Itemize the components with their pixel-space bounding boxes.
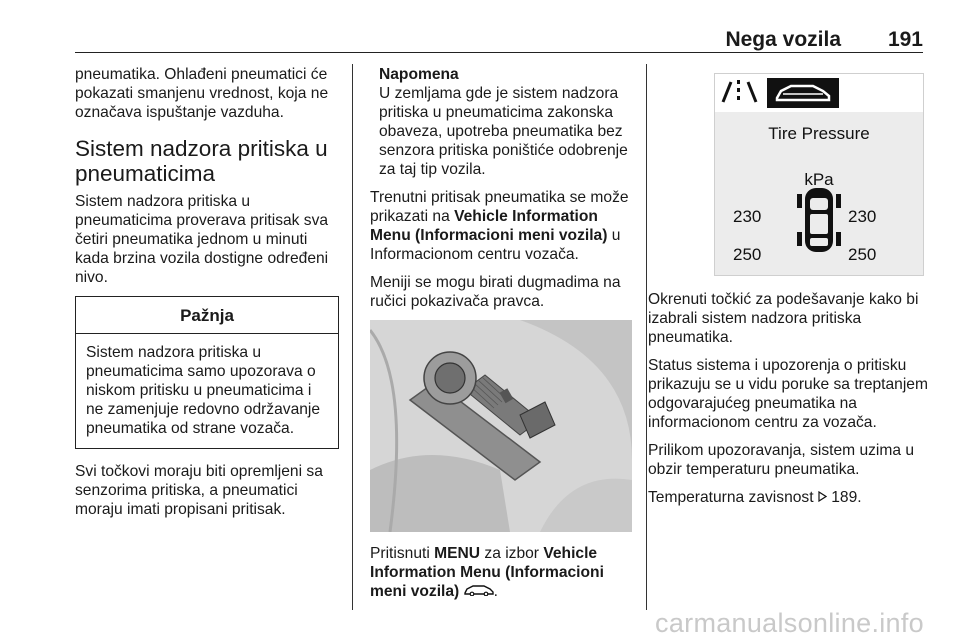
page-reference[interactable]: 189.: [831, 489, 862, 506]
paragraph-select-system: Okrenuti točkić za podešavanje kako bi izabrali sistem nadzora pritiska pneumatika.: [648, 291, 919, 346]
column-divider: [646, 64, 647, 610]
note-block: [370, 65, 634, 179]
turn-signal-stalk-illustration: [370, 320, 632, 532]
rear-left-pressure: 250: [733, 245, 762, 264]
column-divider: [352, 64, 353, 610]
section-heading: Sistem nadzora pritiska u pneumaticima: [75, 136, 328, 186]
front-right-pressure: 230: [848, 207, 877, 226]
after-paragraph: Svi točkovi moraju biti opremljeni sa senzorima pritiska, a pneumatici moraju imati propisani pritisak.: [75, 463, 323, 518]
paragraph-current-pressure: [370, 188, 634, 264]
page-reference-arrow-icon: [818, 489, 827, 506]
text-run: Pritisnuti: [370, 545, 435, 562]
paragraph-temperature-dependence: [648, 488, 928, 507]
menu-name: Vehicle Information Menu (Informacioni meni vozila): [370, 208, 608, 244]
menu-name: Vehicle Information Menu (Informacioni meni vozila): [370, 545, 604, 600]
paragraph-status-warnings: Status sistema i upozorenja o pritisku prikazuju se u vidu poruke sa treptanjem odgovarajućeg pneumatika na informacionom centru za vozača.: [648, 357, 928, 431]
text-run: za izbor: [480, 545, 544, 562]
caution-text: Sistem nadzora pritiska u pneumaticima samo upozorava o niskom pritisku u pneumaticima i ne zamenjuje redovno održavanje pneumatika od strane vozača.: [86, 344, 321, 437]
paragraph-menus: Meniji se mogu birati dugmadima na ručici pokazivača pravca.: [370, 274, 621, 310]
text-run: Temperaturna zavisnost: [648, 489, 818, 506]
column-1: [75, 65, 339, 528]
column-3: [648, 65, 928, 516]
paragraph-press-menu: [370, 544, 634, 601]
section-title: Nega vozila: [725, 28, 841, 51]
text-run: u Informacionom centru vozača.: [370, 227, 621, 263]
car-icon: [464, 583, 494, 600]
note-text: U zemljama gde je sistem nadzora pritiska u pneumaticima zakonska obaveza, upotreba pneumatika bez senzora pritiska poništiće odobrenje za taj tip vozila.: [379, 85, 628, 178]
column-2: [370, 65, 634, 610]
text-run: .: [493, 583, 498, 600]
watermark: carmanualsonline.info: [655, 608, 924, 638]
paragraph-temperature: Prilikom upozoravanja, sistem uzima u obzir temperaturu pneumatika.: [648, 442, 915, 478]
intro-paragraph: pneumatika. Ohlađeni pneumatici će pokazati smanjenu vrednost, koja ne označava ispuštanje vazduha.: [75, 66, 329, 121]
caution-box: [75, 296, 339, 449]
page-header: [75, 26, 923, 53]
tire-pressure-display-illustration: [714, 73, 924, 276]
caution-title: Pažnja: [76, 297, 338, 334]
rear-right-pressure: 250: [848, 245, 877, 264]
body-paragraph: Sistem nadzora pritiska u pneumaticima proverava pritisak sva četiri pneumatika jednom u minuti kada brzina vozila dostigne određeni nivo.: [75, 193, 329, 286]
pressure-unit: kPa: [804, 170, 834, 189]
menu-button-label: MENU: [434, 545, 481, 562]
note-title: Napomena: [379, 66, 459, 83]
text-run: Trenutni pritisak pneumatika se može prikazati na: [370, 189, 629, 225]
front-left-pressure: 230: [733, 207, 762, 226]
page-number: 191: [887, 28, 923, 51]
tire-pressure-title: Tire Pressure: [768, 124, 870, 143]
